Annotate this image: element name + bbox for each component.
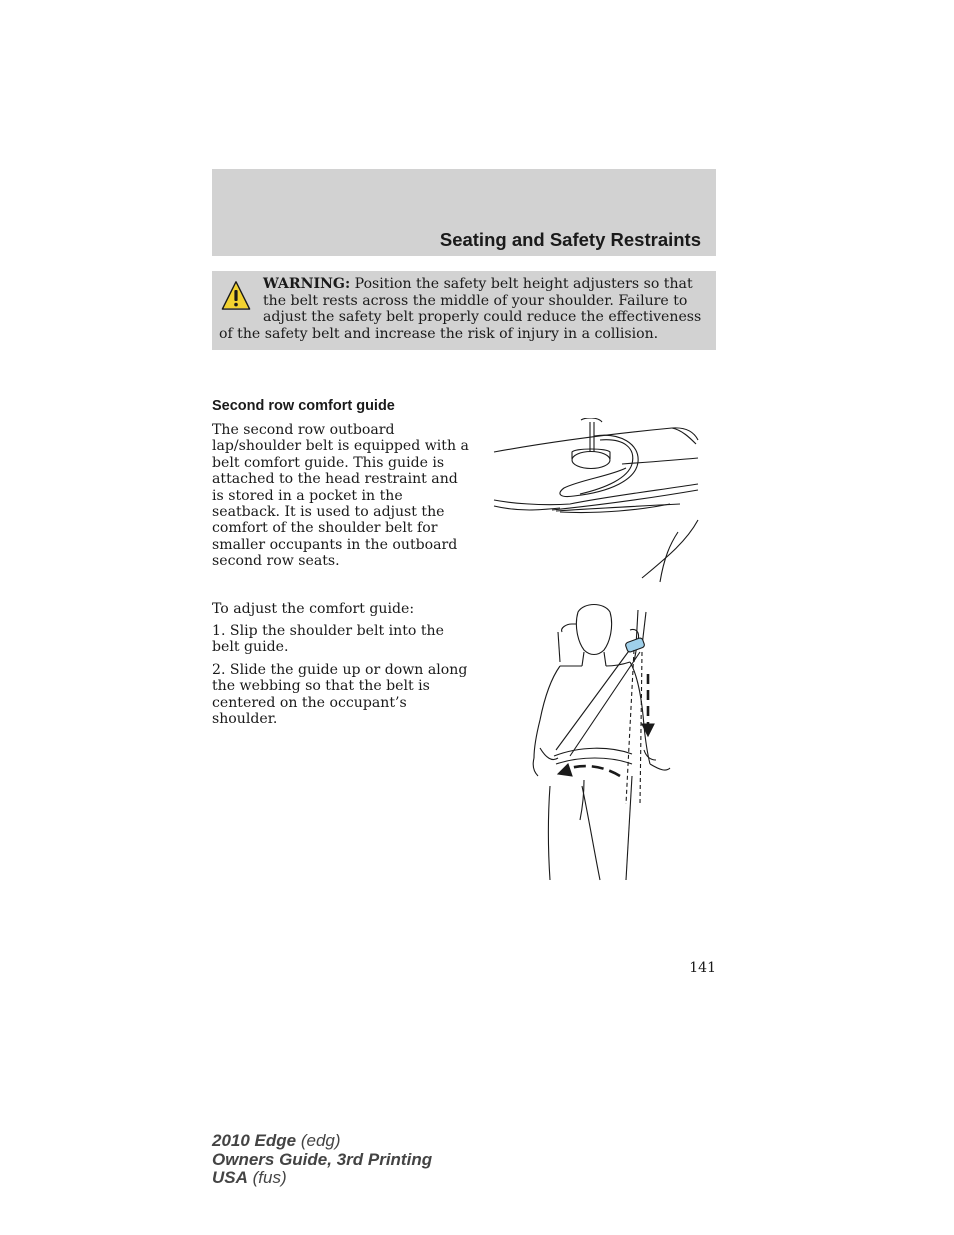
warning-text [219, 276, 708, 342]
comfort-guide-headrest-illustration [490, 418, 702, 584]
section-heading: Second row comfort guide [212, 398, 395, 414]
footer-line-3 [212, 1169, 432, 1188]
section-title: Seating and Safety Restraints [439, 229, 701, 250]
document-footer [212, 1132, 432, 1188]
section-header-band [212, 169, 716, 256]
footer-market-code: (fus) [247, 1168, 287, 1187]
footer-market: USA [212, 1168, 248, 1187]
comfort-guide-description: The second row outboard lap/shoulder belt is equipped with a belt comfort guide. This guide is attached to the head restraint and is stored in a pocket in the seatback. It is used to adjust the comfort of the shoulder belt for smaller occupants in the outboard second row seats. [212, 422, 469, 570]
step-1: 1. Slip the shoulder belt into the belt guide. [212, 623, 444, 656]
footer-line-1 [212, 1132, 432, 1151]
step-2: 2. Slide the guide up or down along the webbing so that the belt is centered on the occupant’s shoulder. [212, 662, 468, 728]
warning-label: WARNING: [263, 276, 351, 292]
warning-triangle-icon [221, 280, 251, 312]
footer-line-2: Owners Guide, 3rd Printing [212, 1149, 433, 1169]
adjust-intro: To adjust the comfort guide: [212, 601, 415, 617]
footer-model-code: (edg) [296, 1131, 341, 1150]
occupant-belt-adjustment-illustration [520, 600, 680, 882]
footer-model: 2010 Edge [212, 1131, 297, 1150]
warning-box [212, 271, 716, 350]
warning-body: Position the safety belt height adjusters so that the belt rests across the middle of your shoulder. Failure to adjust the safety belt properly could reduce the effectiveness of the safety belt and increase the risk of injury in a collision. [219, 276, 702, 342]
page-number: 141 [689, 960, 716, 976]
